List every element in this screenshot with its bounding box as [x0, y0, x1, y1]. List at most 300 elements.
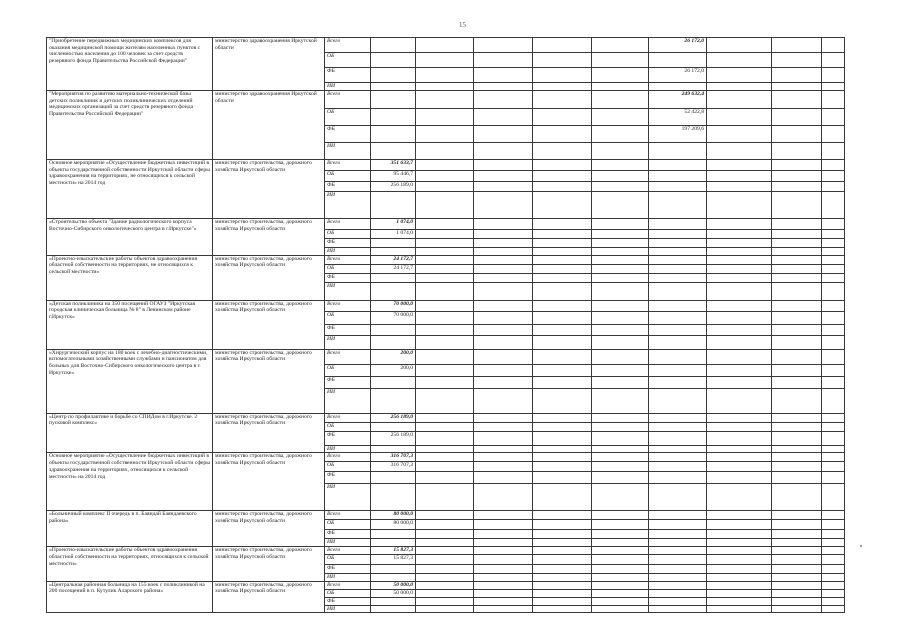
- amount-cell: [533, 422, 592, 431]
- amount-cell: 24 172,7: [371, 255, 416, 264]
- amount-cell: [416, 484, 474, 511]
- funding-source: Всего: [325, 300, 371, 311]
- amount-cell: [474, 230, 533, 239]
- amount-cell: [707, 91, 772, 109]
- measure-name: "Мероприятия по развитию материально-технической базы детских поликлиник и детских поликлинических отделений медицинских организаций за счет средств резервного фонда Правительства Российской Федерации": [47, 91, 213, 160]
- amount-cell: [822, 324, 845, 335]
- amount-cell: [707, 462, 772, 472]
- amount-cell: [592, 68, 649, 83]
- amount-cell: [822, 300, 845, 311]
- amount-cell: [649, 376, 707, 388]
- amount-cell: [649, 511, 707, 520]
- amount-cell: [371, 324, 416, 335]
- funding-source: Всего: [325, 160, 371, 171]
- amount-cell: [533, 605, 592, 613]
- funding-source: ФБ: [325, 597, 371, 605]
- amount-cell: [772, 248, 822, 256]
- amount-cell: [772, 530, 822, 539]
- amount-cell: [707, 349, 772, 364]
- funding-source: ФБ: [325, 472, 371, 484]
- amount-cell: [707, 581, 772, 589]
- amount-cell: [371, 484, 416, 511]
- amount-cell: [707, 83, 772, 91]
- amount-cell: 15 827,3: [371, 547, 416, 555]
- amount-cell: [822, 605, 845, 613]
- amount-cell: [592, 388, 649, 413]
- amount-cell: [649, 282, 707, 300]
- amount-cell: 351 633,7: [371, 160, 416, 171]
- amount-cell: [707, 376, 772, 388]
- amount-cell: [474, 38, 533, 53]
- amount-cell: [772, 581, 822, 589]
- amount-cell: [707, 335, 772, 349]
- funding-source: ФБ: [325, 530, 371, 539]
- table-row: [47, 581, 845, 589]
- amount-cell: [707, 453, 772, 462]
- amount-cell: [772, 171, 822, 182]
- funding-source: ОБ: [325, 422, 371, 431]
- amount-cell: [371, 422, 416, 431]
- program-budget-table: [46, 37, 845, 613]
- amount-cell: [822, 431, 845, 445]
- amount-cell: [533, 431, 592, 445]
- amount-cell: 256 189,0: [371, 413, 416, 422]
- table-row: [47, 255, 845, 264]
- amount-cell: [649, 264, 707, 273]
- amount-cell: [772, 230, 822, 239]
- amount-cell: [707, 547, 772, 555]
- amount-cell: [649, 431, 707, 445]
- amount-cell: [416, 445, 474, 453]
- amount-cell: [416, 230, 474, 239]
- amount-cell: [533, 126, 592, 143]
- funding-source: ОБ: [325, 520, 371, 530]
- amount-cell: [533, 53, 592, 68]
- executor: министерство строительства, дорожного хозяйства Иркутской области: [213, 219, 325, 256]
- funding-source: ФБ: [325, 564, 371, 573]
- amount-cell: [533, 109, 592, 126]
- amount-cell: [707, 255, 772, 264]
- amount-cell: [707, 324, 772, 335]
- amount-cell: 200,0: [371, 364, 416, 376]
- amount-cell: [371, 53, 416, 68]
- amount-cell: [533, 445, 592, 453]
- measure-name: «Больничный комплекс II очередь в п. Баяндай Баяндаевского района»: [47, 511, 213, 547]
- amount-cell: [474, 605, 533, 613]
- funding-source: ОБ: [325, 264, 371, 273]
- amount-cell: [822, 388, 845, 413]
- amount-cell: [649, 273, 707, 282]
- amount-cell: [822, 248, 845, 256]
- amount-cell: [533, 239, 592, 248]
- amount-cell: [772, 364, 822, 376]
- amount-cell: [649, 530, 707, 539]
- measure-name: Основное мероприятие «Осуществление бюджетных инвестиций в объекты государственной собственности Иркутской области сферы здравоохранения на территориях, относящихся к сельской местности» на 2014 год: [47, 453, 213, 511]
- amount-cell: [772, 192, 822, 219]
- amount-cell: [592, 564, 649, 573]
- amount-cell: [416, 422, 474, 431]
- funding-source: ФБ: [325, 182, 371, 192]
- amount-cell: [772, 413, 822, 422]
- amount-cell: [707, 597, 772, 605]
- amount-cell: [649, 219, 707, 230]
- amount-cell: [649, 239, 707, 248]
- funding-source: ОБ: [325, 109, 371, 126]
- amount-cell: [707, 68, 772, 83]
- amount-cell: 50 000,0: [371, 581, 416, 589]
- amount-cell: [649, 324, 707, 335]
- amount-cell: [822, 171, 845, 182]
- amount-cell: [474, 472, 533, 484]
- amount-cell: [592, 38, 649, 53]
- amount-cell: [707, 422, 772, 431]
- scan-speck: [860, 545, 862, 547]
- amount-cell: [592, 453, 649, 462]
- amount-cell: [416, 554, 474, 564]
- amount-cell: [822, 192, 845, 219]
- amount-cell: 15 827,3: [371, 554, 416, 564]
- funding-source: Всего: [325, 255, 371, 264]
- amount-cell: [649, 335, 707, 349]
- amount-cell: [592, 143, 649, 160]
- table-row: [47, 511, 845, 520]
- amount-cell: [474, 388, 533, 413]
- amount-cell: [416, 68, 474, 83]
- amount-cell: [772, 388, 822, 413]
- amount-cell: [772, 462, 822, 472]
- amount-cell: [592, 530, 649, 539]
- amount-cell: [649, 445, 707, 453]
- funding-source: ОБ: [325, 462, 371, 472]
- amount-cell: [822, 264, 845, 273]
- amount-cell: [371, 38, 416, 53]
- amount-cell: [533, 349, 592, 364]
- measure-name: «Проектно-изыскательские работы объектов здравоохранения областной собственности на территориях, относящихся к сельской местности»: [47, 547, 213, 581]
- funding-source: ОБ: [325, 311, 371, 324]
- funding-source: ИИ: [325, 282, 371, 300]
- amount-cell: 200,0: [371, 349, 416, 364]
- amount-cell: [533, 143, 592, 160]
- amount-cell: [416, 530, 474, 539]
- executor: министерство строительства, дорожного хозяйства Иркутской области: [213, 349, 325, 413]
- amount-cell: [592, 83, 649, 91]
- amount-cell: [592, 605, 649, 613]
- amount-cell: [772, 282, 822, 300]
- amount-cell: [474, 300, 533, 311]
- amount-cell: [592, 335, 649, 349]
- amount-cell: [474, 581, 533, 589]
- amount-cell: [822, 547, 845, 555]
- amount-cell: [416, 83, 474, 91]
- amount-cell: 249 632,4: [649, 91, 707, 109]
- amount-cell: [772, 349, 822, 364]
- amount-cell: [416, 597, 474, 605]
- amount-cell: [592, 182, 649, 192]
- amount-cell: [371, 126, 416, 143]
- amount-cell: [474, 282, 533, 300]
- amount-cell: [533, 300, 592, 311]
- funding-source: Всего: [325, 453, 371, 462]
- amount-cell: [707, 511, 772, 520]
- amount-cell: [822, 472, 845, 484]
- amount-cell: [371, 539, 416, 547]
- amount-cell: 80 000,0: [371, 520, 416, 530]
- funding-source: ИИ: [325, 83, 371, 91]
- amount-cell: [474, 364, 533, 376]
- amount-cell: [822, 182, 845, 192]
- amount-cell: [649, 422, 707, 431]
- amount-cell: [533, 462, 592, 472]
- amount-cell: [772, 335, 822, 349]
- executor: министерство здравоохранения Иркутской области: [213, 38, 325, 91]
- amount-cell: [707, 282, 772, 300]
- amount-cell: [822, 282, 845, 300]
- amount-cell: [416, 520, 474, 530]
- amount-cell: [533, 38, 592, 53]
- amount-cell: [592, 248, 649, 256]
- amount-cell: [707, 273, 772, 282]
- amount-cell: [416, 239, 474, 248]
- funding-source: ФБ: [325, 431, 371, 445]
- amount-cell: [416, 462, 474, 472]
- table-row: [47, 349, 845, 364]
- amount-cell: [533, 192, 592, 219]
- amount-cell: [822, 554, 845, 564]
- amount-cell: [707, 38, 772, 53]
- amount-cell: [649, 255, 707, 264]
- table-row: [47, 300, 845, 311]
- executor: министерство строительства, дорожного хозяйства Иркутской области: [213, 581, 325, 613]
- executor: министерство строительства, дорожного хозяйства Иркутской области: [213, 300, 325, 349]
- amount-cell: [707, 413, 772, 422]
- amount-cell: [772, 324, 822, 335]
- amount-cell: [772, 273, 822, 282]
- amount-cell: [371, 192, 416, 219]
- amount-cell: [416, 376, 474, 388]
- measure-name: «Строительство объекта "Здание радиологического корпуса Восточно-Сибирского онкологического центра в г.Иркутске"»: [47, 219, 213, 256]
- amount-cell: [533, 248, 592, 256]
- amount-cell: [416, 143, 474, 160]
- amount-cell: [533, 182, 592, 192]
- amount-cell: [533, 311, 592, 324]
- amount-cell: [707, 472, 772, 484]
- funding-source: Всего: [325, 38, 371, 53]
- funding-source: ФБ: [325, 126, 371, 143]
- amount-cell: [416, 431, 474, 445]
- amount-cell: [649, 182, 707, 192]
- amount-cell: [474, 564, 533, 573]
- amount-cell: [533, 364, 592, 376]
- amount-cell: [533, 171, 592, 182]
- amount-cell: [474, 376, 533, 388]
- funding-source: ФБ: [325, 239, 371, 248]
- funding-source: Всего: [325, 511, 371, 520]
- measure-name: «Центральная районная больница на 155 коек с поликлиникой на 200 посещений в п. Кутулик Аларского района»: [47, 581, 213, 613]
- amount-cell: [649, 605, 707, 613]
- amount-cell: [772, 453, 822, 462]
- amount-cell: [474, 431, 533, 445]
- amount-cell: [592, 282, 649, 300]
- amount-cell: [533, 530, 592, 539]
- amount-cell: [822, 239, 845, 248]
- amount-cell: [474, 160, 533, 171]
- amount-cell: [822, 376, 845, 388]
- amount-cell: [649, 462, 707, 472]
- amount-cell: [707, 388, 772, 413]
- amount-cell: [474, 264, 533, 273]
- amount-cell: 70 000,0: [371, 311, 416, 324]
- amount-cell: [822, 126, 845, 143]
- amount-cell: [533, 335, 592, 349]
- amount-cell: [649, 472, 707, 484]
- amount-cell: [533, 273, 592, 282]
- amount-cell: [474, 273, 533, 282]
- amount-cell: [416, 311, 474, 324]
- measure-name: Основное мероприятие «Осуществление бюджетных инвестиций в объекты государственной собственности Иркутской области сферы здравоохранения на территориях, не относящихся к сельской местности» на 2014 год: [47, 160, 213, 219]
- amount-cell: [416, 273, 474, 282]
- amount-cell: [822, 422, 845, 431]
- funding-source: Всего: [325, 547, 371, 555]
- funding-source: ФБ: [325, 376, 371, 388]
- funding-source: ОБ: [325, 53, 371, 68]
- amount-cell: [649, 547, 707, 555]
- amount-cell: [822, 273, 845, 282]
- measure-name: "Приобретение передвижных медицинских комплексов для оказания медицинской помощи жителям населенных пунктов с численностью населения до 100 человек за счет средств резервного фонда Правительства Российской Федерации": [47, 38, 213, 91]
- amount-cell: [592, 511, 649, 520]
- amount-cell: [772, 143, 822, 160]
- amount-cell: [474, 511, 533, 520]
- funding-source: ИИ: [325, 248, 371, 256]
- amount-cell: [416, 300, 474, 311]
- amount-cell: [707, 126, 772, 143]
- amount-cell: [592, 520, 649, 530]
- amount-cell: [707, 248, 772, 256]
- amount-cell: 316 707,3: [371, 462, 416, 472]
- executor: министерство строительства, дорожного хозяйства Иркутской области: [213, 255, 325, 300]
- amount-cell: [416, 453, 474, 462]
- amount-cell: [707, 311, 772, 324]
- amount-cell: [822, 511, 845, 520]
- amount-cell: [474, 311, 533, 324]
- executor: министерство строительства, дорожного хозяйства Иркутской области: [213, 547, 325, 581]
- table-row: [47, 453, 845, 462]
- amount-cell: [533, 520, 592, 530]
- amount-cell: [772, 38, 822, 53]
- amount-cell: [416, 126, 474, 143]
- funding-source: ИИ: [325, 388, 371, 413]
- amount-cell: [592, 422, 649, 431]
- amount-cell: [474, 484, 533, 511]
- amount-cell: [533, 91, 592, 109]
- table-row: [47, 91, 845, 109]
- amount-cell: [371, 573, 416, 581]
- amount-cell: [416, 91, 474, 109]
- amount-cell: [649, 413, 707, 422]
- amount-cell: [772, 484, 822, 511]
- amount-cell: 26 172,0: [649, 38, 707, 53]
- amount-cell: [707, 160, 772, 171]
- amount-cell: [533, 472, 592, 484]
- funding-source: ФБ: [325, 273, 371, 282]
- amount-cell: [649, 564, 707, 573]
- funding-source: Всего: [325, 219, 371, 230]
- amount-cell: [772, 554, 822, 564]
- amount-cell: [822, 38, 845, 53]
- amount-cell: [772, 91, 822, 109]
- amount-cell: [474, 573, 533, 581]
- amount-cell: [822, 581, 845, 589]
- amount-cell: [474, 445, 533, 453]
- amount-cell: [649, 171, 707, 182]
- page-number: 15: [459, 21, 466, 29]
- amount-cell: [416, 539, 474, 547]
- amount-cell: [416, 589, 474, 597]
- amount-cell: [649, 160, 707, 171]
- amount-cell: [822, 364, 845, 376]
- amount-cell: [592, 539, 649, 547]
- amount-cell: [474, 126, 533, 143]
- measure-name: «Центр по профилактике и борьбе со СПИДом в г.Иркутске. 2 пусковой комплекс»: [47, 413, 213, 453]
- amount-cell: [822, 597, 845, 605]
- amount-cell: [416, 388, 474, 413]
- amount-cell: 1 074,0: [371, 230, 416, 239]
- amount-cell: [474, 91, 533, 109]
- amount-cell: [707, 182, 772, 192]
- amount-cell: [649, 364, 707, 376]
- amount-cell: [371, 445, 416, 453]
- amount-cell: [592, 109, 649, 126]
- amount-cell: [592, 431, 649, 445]
- amount-cell: [772, 445, 822, 453]
- amount-cell: [822, 484, 845, 511]
- amount-cell: 26 172,0: [649, 68, 707, 83]
- amount-cell: [474, 248, 533, 256]
- funding-source: ИИ: [325, 143, 371, 160]
- amount-cell: 197 209,6: [649, 126, 707, 143]
- amount-cell: [371, 564, 416, 573]
- amount-cell: [474, 349, 533, 364]
- amount-cell: [592, 171, 649, 182]
- amount-cell: [772, 109, 822, 126]
- amount-cell: [772, 431, 822, 445]
- amount-cell: [592, 445, 649, 453]
- amount-cell: [474, 53, 533, 68]
- amount-cell: [707, 143, 772, 160]
- amount-cell: [474, 255, 533, 264]
- funding-source: ИИ: [325, 484, 371, 511]
- amount-cell: [822, 520, 845, 530]
- amount-cell: 52 422,8: [649, 109, 707, 126]
- amount-cell: [772, 422, 822, 431]
- amount-cell: [707, 445, 772, 453]
- amount-cell: [474, 530, 533, 539]
- amount-cell: [822, 68, 845, 83]
- amount-cell: [371, 68, 416, 83]
- amount-cell: [474, 597, 533, 605]
- amount-cell: [649, 83, 707, 91]
- amount-cell: [371, 91, 416, 109]
- funding-source: Всего: [325, 581, 371, 589]
- amount-cell: [533, 589, 592, 597]
- amount-cell: [474, 453, 533, 462]
- amount-cell: [592, 581, 649, 589]
- amount-cell: [649, 300, 707, 311]
- amount-cell: [592, 554, 649, 564]
- funding-source: ФБ: [325, 68, 371, 83]
- amount-cell: [474, 554, 533, 564]
- amount-cell: [592, 349, 649, 364]
- amount-cell: [707, 300, 772, 311]
